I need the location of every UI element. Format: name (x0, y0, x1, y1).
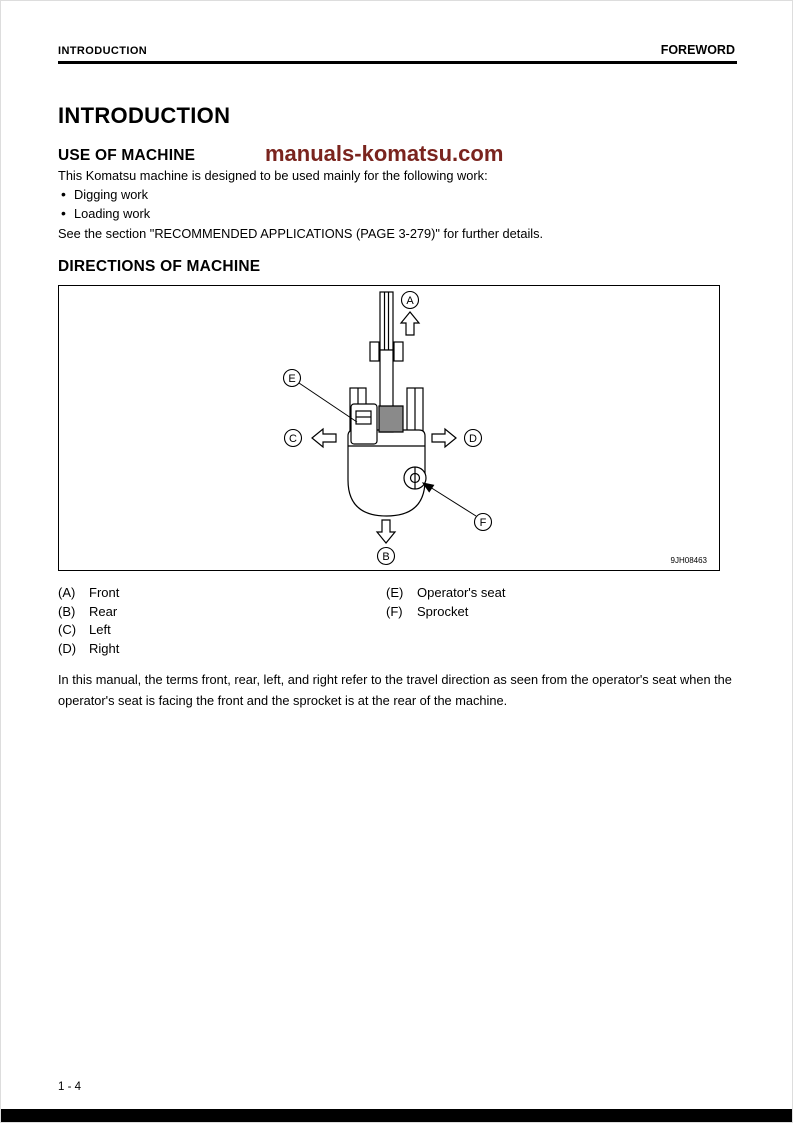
list-item (61, 204, 701, 223)
see-also-note: See the section "RECOMMENDED APPLICATIONS (PAGE 3-279)" for further details. (58, 226, 544, 241)
list-item (61, 185, 701, 204)
watermark: manuals-komatsu.com (265, 141, 504, 166)
legend-key: (A) (58, 585, 76, 600)
legend-key: (D) (58, 640, 77, 656)
legend-row (58, 621, 119, 640)
legend-key: (C) (58, 622, 77, 638)
arrow-left-icon (312, 429, 336, 447)
callout-label-d: D (469, 433, 477, 445)
bullet-icon (61, 185, 74, 204)
boom-joint-right (394, 342, 403, 361)
legend-key: (B) (58, 603, 76, 619)
arrow-right-icon (432, 429, 456, 447)
callout-label-e: E (288, 373, 296, 385)
header-section-label: INTRODUCTION (58, 45, 148, 57)
figure-code: 9JH08463 (670, 556, 707, 565)
bullet-icon (61, 204, 74, 223)
boom-joint-left (370, 342, 379, 361)
footer-bar (1, 1109, 792, 1122)
boom-foot (379, 406, 403, 432)
direction-legend-left (58, 584, 119, 658)
list-item-label: Digging work (74, 187, 148, 202)
page-title: INTRODUCTION (58, 103, 231, 128)
arrow-rear-icon (377, 520, 395, 543)
legend-row (58, 640, 119, 659)
legend-row (386, 603, 505, 622)
legend-row (58, 603, 119, 622)
machine-top-view-diagram (59, 286, 719, 570)
legend-label: Right (89, 640, 120, 656)
directions-figure-box (58, 285, 720, 571)
boom-upper (380, 292, 393, 350)
legend-row (386, 584, 505, 603)
header-book-label: FOREWORD (660, 43, 735, 57)
use-of-machine-intro: This Komatsu machine is designed to be used mainly for the following work: (58, 168, 488, 183)
legend-label: Front (89, 585, 120, 600)
callout-line-e (299, 383, 357, 422)
legend-key: (F) (386, 603, 403, 619)
legend-label: Left (89, 622, 111, 638)
page-number: 1 - 4 (58, 1081, 82, 1093)
list-item-label: Loading work (74, 206, 151, 221)
callout-label-a: A (406, 295, 414, 307)
callout-line-f (430, 487, 476, 516)
legend-label: Sprocket (417, 603, 469, 619)
callout-label-f: F (479, 517, 487, 529)
section-heading-directions: DIRECTIONS OF MACHINE (58, 258, 261, 275)
header-rule (58, 61, 737, 64)
callout-label-c: C (289, 433, 297, 445)
legend-label: Operator's seat (417, 585, 506, 600)
work-list (61, 185, 701, 223)
section-heading-use-of-machine: USE OF MACHINE (58, 147, 196, 164)
legend-key: (E) (386, 585, 404, 600)
direction-legend-right (386, 584, 505, 621)
legend-label: Rear (89, 603, 118, 619)
legend-row (58, 584, 119, 603)
arrow-front-icon (401, 312, 419, 335)
callout-label-b: B (382, 551, 390, 563)
directions-note: In this manual, the terms front, rear, left, and right refer to the travel direction as seen from the operator's seat when the operator's seat is facing the front and the sprocket is at the rear of the machine. (58, 672, 732, 708)
